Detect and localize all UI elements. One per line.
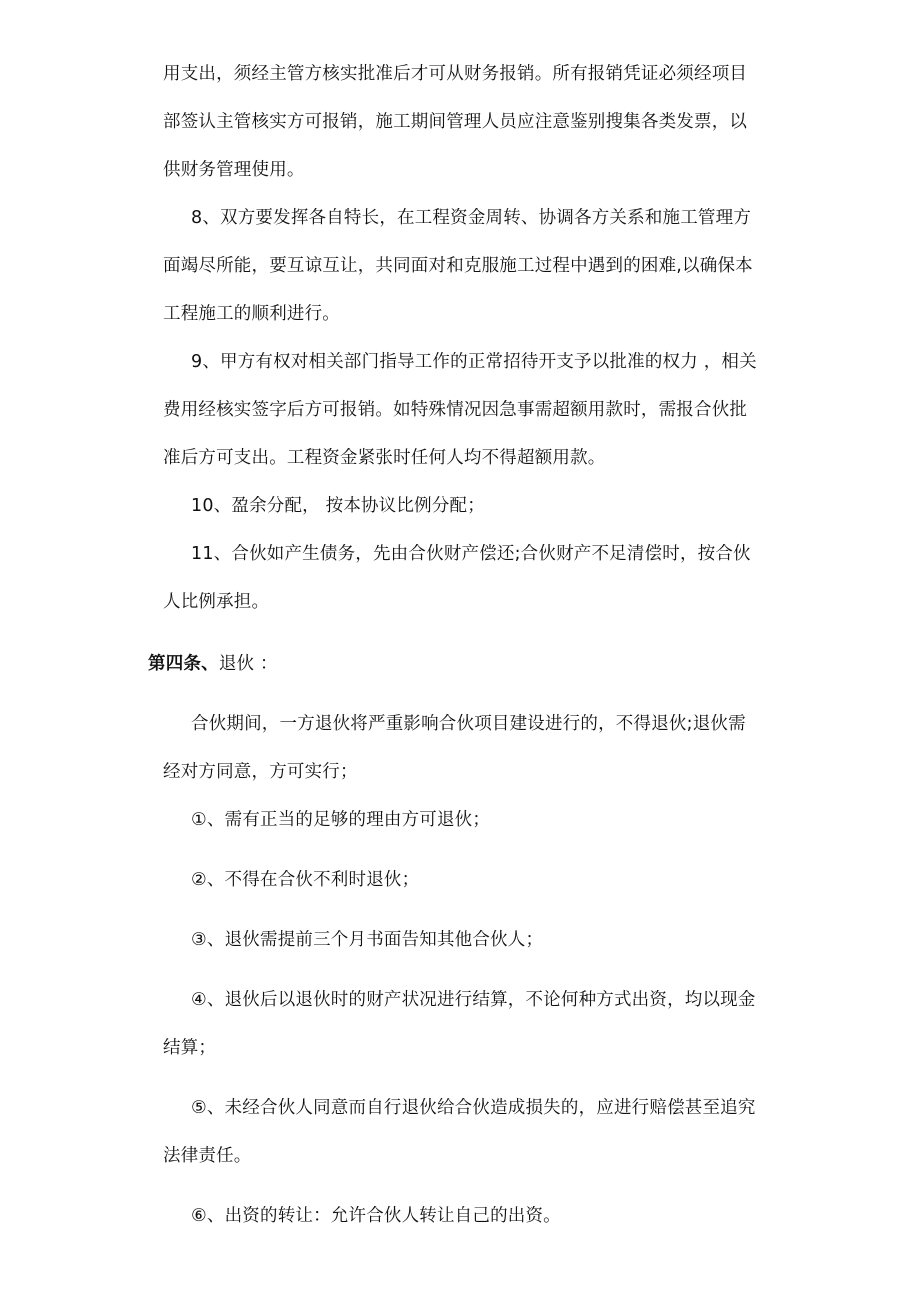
clause-11-line: 11、合伙如产生债务，先由合伙财产偿还;合伙财产不足清偿时，按合伙 — [191, 544, 751, 564]
article-4-heading-bold: 第四条、 — [148, 654, 219, 674]
clause-11-line: 人比例承担。 — [163, 592, 270, 612]
clause-9-line: 费用经核实签字后方可报销。如特殊情况因急事需超额用款时，需报合伙批 — [163, 400, 748, 420]
article-4-intro-line: 合伙期间，一方退伙将严重影响合伙项目建设进行的，不得退伙;退伙需 — [191, 714, 746, 734]
article-4-item-2: ②、不得在合伙不利时退伙； — [191, 870, 420, 890]
article-4-heading-title: 退伙 ： — [218, 654, 278, 674]
clause-8-line: 面竭尽所能，要互谅互让，共同面对和克服施工过程中遇到的困难,以确保本 — [163, 256, 753, 276]
article-4-intro-line: 经对方同意，方可实行； — [163, 762, 358, 782]
article-4-item-4: ④、退伙后以退伙时的财产状况进行结算，不论何种方式出资，均以现金 — [191, 990, 756, 1010]
paragraph-line: 供财务管理使用。 — [163, 160, 305, 180]
clause-9-line: 准后方可支出。工程资金紧张时任何人均不得超额用款。 — [163, 448, 606, 468]
article-4-item-4: 结算； — [163, 1038, 217, 1058]
clause-8-line: 工程施工的顺利进行。 — [163, 304, 340, 324]
clause-10-line: 10、盈余分配， 按本协议比例分配； — [191, 496, 485, 516]
paragraph-line: 用支出，须经主管方核实批准后才可从财务报销。所有报销凭证必须经项目 — [163, 64, 748, 84]
clause-9-line: 9、甲方有权对相关部门指导工作的正常招待开支予以批准的权力 ，相关 — [191, 352, 757, 372]
article-4-item-5: ⑤、未经合伙人同意而自行退伙给合伙造成损失的，应进行赔偿甚至追究 — [191, 1098, 756, 1118]
article-4-item-1: ①、需有正当的足够的理由方可退伙； — [191, 810, 491, 830]
article-4-item-5: 法律责任。 — [163, 1146, 252, 1166]
paragraph-line: 部签认主管核实方可报销，施工期间管理人员应注意鉴别搜集各类发票，以 — [163, 112, 748, 132]
article-4-item-3: ③、退伙需提前三个月书面告知其他合伙人； — [191, 930, 544, 950]
article-4-heading — [148, 652, 278, 676]
article-4-item-6: ⑥、出资的转让：允许合伙人转让自己的出资。 — [191, 1206, 561, 1226]
clause-8-line: 8、双方要发挥各自特长，在工程资金周转、协调各方关系和施工管理方 — [191, 208, 752, 228]
